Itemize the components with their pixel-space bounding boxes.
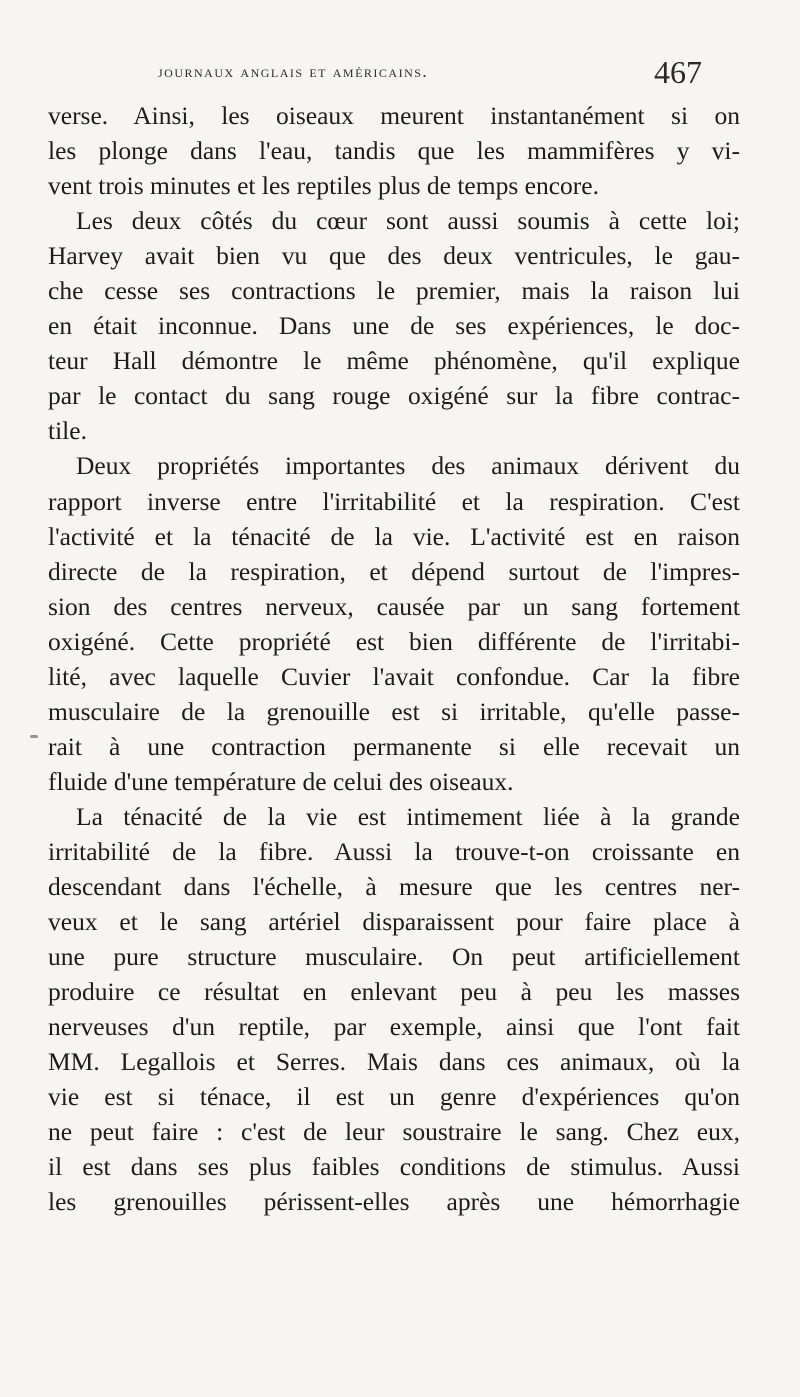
text-line: nerveuses d'un reptile, par exemple, ainsi que l'ont fait [48, 1012, 740, 1042]
text-line: fluide d'une température de celui des oiseaux. [48, 766, 514, 796]
text-line: rait à une contraction permanente si elle recevait un [48, 731, 740, 761]
text-line: produire ce résultat en enlevant peu à peu les masses [48, 977, 740, 1007]
text-line: vie est si ténace, il est un genre d'expériences qu'on [48, 1082, 740, 1112]
text-line: tile. [48, 416, 87, 446]
text-line: il est dans ses plus faibles conditions de stimulus. Aussi [48, 1152, 740, 1182]
text-line: une pure structure musculaire. On peut artificiellement [48, 942, 740, 972]
text-line: l'activité et la ténacité de la vie. L'activité est en raison [48, 521, 740, 551]
body-text [48, 98, 740, 1220]
ink-blot-mark [30, 735, 38, 738]
running-head [0, 52, 800, 102]
page-number: 467 [654, 54, 702, 90]
text-line: ne peut faire : c'est de leur soustraire le sang. Chez eux, [48, 1117, 740, 1147]
text-line: sion des centres nerveux, causée par un sang fortement [48, 591, 740, 621]
text-line: en était inconnue. Dans une de ses expériences, le doc- [48, 311, 740, 341]
text-line: Harvey avait bien vu que des deux ventricules, le gau- [48, 241, 740, 271]
text-line: les grenouilles périssent-elles après une hémorrhagie [48, 1187, 740, 1217]
text-line: Deux propriétés importantes des animaux dérivent du [76, 451, 740, 481]
text-line: teur Hall démontre le même phénomène, qu'il explique [48, 346, 740, 376]
text-line: directe de la respiration, et dépend surtout de l'impres- [48, 556, 740, 586]
text-line: rapport inverse entre l'irritabilité et la respiration. C'est [48, 486, 740, 516]
text-line: verse. Ainsi, les oiseaux meurent instantanément si on [48, 101, 740, 130]
text-line: Les deux côtés du cœur sont aussi soumis à cette loi; [76, 206, 740, 236]
text-line: che cesse ses contractions le premier, mais la raison lui [48, 276, 740, 306]
text-line: MM. Legallois et Serres. Mais dans ces animaux, où la [48, 1047, 740, 1077]
text-line: La ténacité de la vie est intimement liée à la grande [76, 801, 740, 831]
running-title: journaux anglais et américains. [158, 62, 429, 81]
text-line: lité, avec laquelle Cuvier l'avait confondue. Car la fibre [48, 661, 740, 691]
text-line: descendant dans l'échelle, à mesure que les centres ner- [48, 872, 740, 902]
text-line: vent trois minutes et les reptiles plus de temps encore. [48, 171, 599, 201]
text-line: veux et le sang artériel disparaissent pour faire place à [48, 907, 740, 937]
text-line: les plonge dans l'eau, tandis que les mammifères y vi- [48, 136, 740, 166]
text-line: irritabilité de la fibre. Aussi la trouve-t-on croissante en [48, 836, 740, 866]
text-line: par le contact du sang rouge oxigéné sur la fibre contrac- [48, 381, 740, 411]
text-line: oxigéné. Cette propriété est bien différente de l'irritabi- [48, 626, 740, 656]
text-line: musculaire de la grenouille est si irritable, qu'elle passe- [48, 696, 740, 726]
